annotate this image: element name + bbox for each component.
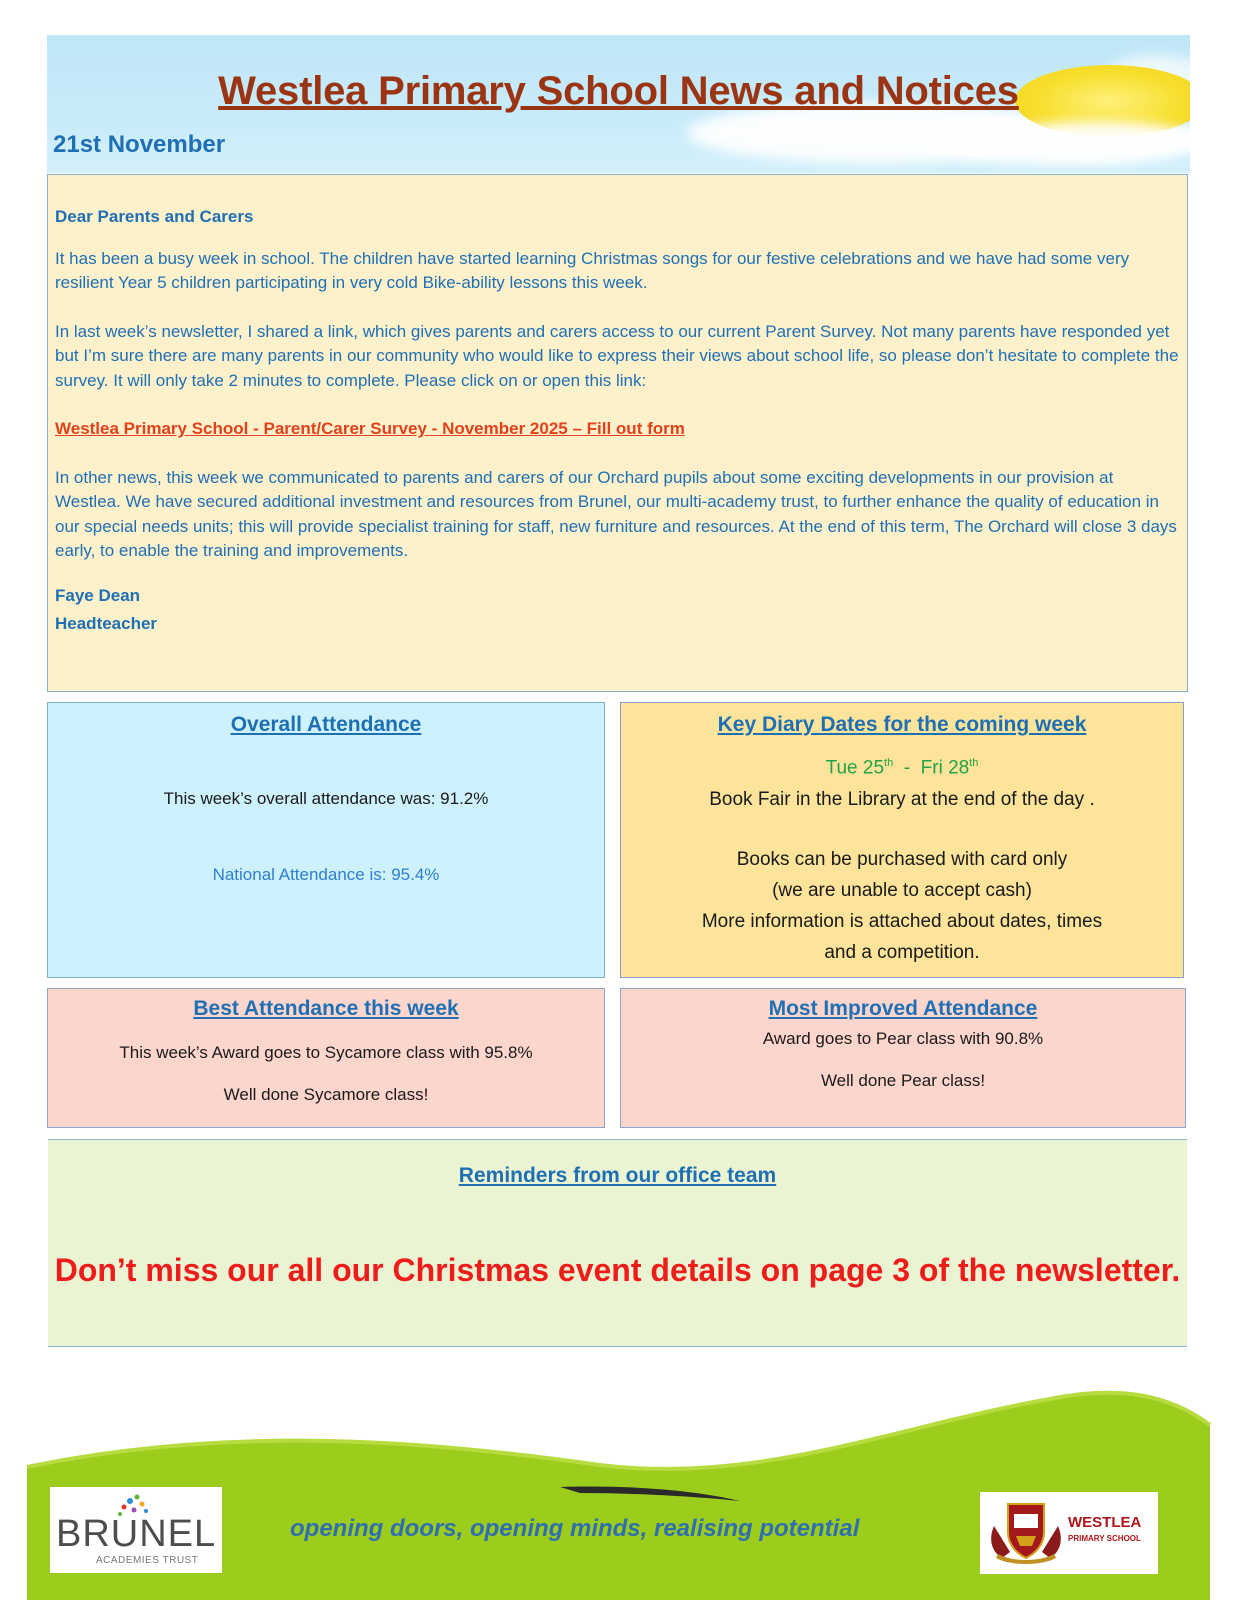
brunel-logo	[50, 1487, 222, 1573]
most-improved-box	[620, 988, 1186, 1128]
diary-detail: Books can be purchased with card only	[736, 849, 1068, 870]
letter-paragraph: In other news, this week we communicated to parents and carers of our Orchard pupils about some exciting developments in our provision at Westlea. We have secured additional investment and resources from Brunel, our multi-academy trust, to further enhance the quality of education in our special needs units; this will provide specialist training for staff, new furniture and resources. At the end of this term, The Orchard will close 3 days early, to enable the training and improvements.	[55, 467, 1177, 560]
reminders-heading: Reminders from our office team	[458, 1164, 777, 1187]
signature-role: Headteacher	[55, 613, 158, 633]
diary-end-date: - Fri 28	[893, 757, 970, 779]
brunel-wordmark: BRUNEL	[56, 1513, 217, 1555]
reminders-message: Don’t miss our all our Christmas event details on page 3 of the newsletter.	[54, 1252, 1181, 1288]
most-improved-award: Award goes to Pear class with 90.8%	[762, 1029, 1044, 1048]
most-improved-congrats: Well done Pear class!	[820, 1071, 986, 1090]
national-attendance-value: National Attendance is: 95.4%	[212, 865, 440, 884]
best-attendance-congrats: Well done Sycamore class!	[223, 1085, 429, 1104]
overall-attendance-box	[47, 702, 605, 978]
headteacher-letter	[47, 174, 1188, 692]
page-title: Westlea Primary School News and Notices	[218, 69, 1019, 113]
school-crest-icon	[986, 1496, 1066, 1570]
best-attendance-heading: Best Attendance this week	[193, 997, 459, 1020]
school-tagline: opening doors, opening minds, realising potential	[290, 1515, 860, 1542]
brunel-subtitle: ACADEMIES TRUST	[96, 1555, 199, 1566]
diary-start-date: Tue 25	[825, 757, 885, 779]
westlea-subtitle: PRIMARY SCHOOL	[1068, 1534, 1141, 1543]
cloud-decoration	[997, 121, 1190, 157]
letter-paragraph: It has been a busy week in school. The children have started learning Christmas songs for our festive celebrations and we have had some very resilient Year 5 children participating in very cold Bike-ability lessons this week.	[55, 248, 1130, 292]
diary-start-suffix: th	[884, 757, 894, 769]
newsletter-footer	[0, 1385, 1236, 1600]
letter-greeting: Dear Parents and Carers	[55, 207, 254, 226]
westlea-logo	[980, 1492, 1158, 1574]
diary-detail: (we are unable to accept cash)	[772, 880, 1032, 901]
diary-dates-box	[620, 702, 1184, 978]
diary-heading: Key Diary Dates for the coming week	[717, 713, 1087, 736]
diary-detail: and a competition.	[824, 942, 980, 963]
letter-paragraph: In last week’s newsletter, I shared a link, which gives parents and carers access to our current Parent Survey. Not many parents have responded yet but I’m sure there are many parents in our community who would like to express their views about school life, so please don’t hesitate to complete the survey. It will only take 2 minutes to complete. Please click on or open this link:	[55, 321, 1179, 390]
diary-end-suffix: th	[969, 757, 979, 769]
best-attendance-award: This week’s Award goes to Sycamore class with 95.8%	[119, 1043, 533, 1062]
overall-attendance-heading: Overall Attendance	[230, 713, 422, 736]
reminders-box	[48, 1139, 1187, 1347]
newsletter-header	[47, 35, 1190, 173]
overall-attendance-value: This week’s overall attendance was: 91.2%	[163, 789, 489, 808]
survey-link[interactable]: Westlea Primary School - Parent/Carer Survey - November 2025 – Fill out form	[55, 419, 685, 438]
diary-date-range	[621, 757, 1183, 779]
best-attendance-box	[47, 988, 605, 1128]
signature-name: Faye Dean	[55, 585, 141, 605]
newsletter-date: 21st November	[53, 131, 226, 158]
most-improved-heading: Most Improved Attendance	[768, 997, 1038, 1020]
westlea-wordmark: WESTLEA	[1068, 1514, 1142, 1531]
diary-detail: More information is attached about dates, times	[701, 911, 1103, 932]
diary-event: Book Fair in the Library at the end of the day .	[709, 789, 1095, 810]
